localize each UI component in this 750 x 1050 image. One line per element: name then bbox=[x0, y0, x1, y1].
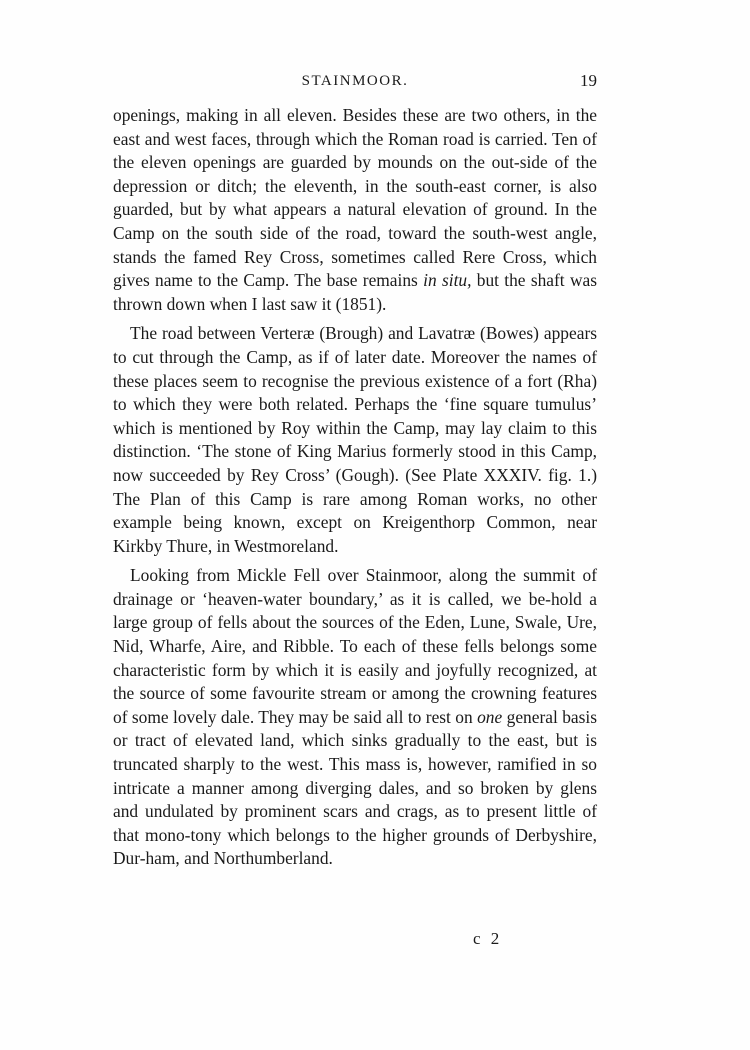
paragraph-1-text-b: but the shaft was thrown down when I last saw it (1851). bbox=[113, 270, 597, 314]
paragraph-3-text-b: general basis or tract of elevated land, which sinks gradually to the east, but is truncated sharply to the west. This mass is, however, ramified in so intricate a manner among diverging dales, and so broken by glens and undulated by prominent scars and crags, as to present little of that mono-tony which belongs to the higher grounds of Derbyshire, Dur-ham, and Northumberland. bbox=[113, 706, 597, 869]
running-head bbox=[113, 71, 597, 95]
paragraph-3-text-a: Looking from Mickle Fell over Stainmoor, along the summit of drainage or ‘heaven-water boundary,’ as it is called, we be-hold a large group of fells about the sources of the Eden, Lune, Swale, Ure, Nid, Wharfe, Aire, and Ribble. To each of these fells belongs some characteristic form by which it is easily and joyfully recognized, at the source of some favourite stream or among the crowning features of some lovely dale. They may be said all to rest on bbox=[113, 565, 597, 727]
paragraph-3-italic-one: one bbox=[477, 706, 503, 727]
paragraph-3 bbox=[113, 564, 597, 871]
running-title: STAINMOOR. bbox=[301, 73, 409, 89]
signature-mark: c 2 bbox=[473, 929, 503, 948]
body-text bbox=[113, 104, 597, 877]
paragraph-2: The road between Verteræ (Brough) and Lavatræ (Bowes) appears to cut through the Camp, as if of later date. Moreover the names of these places seem to recognise the previous existence of a fort (Rha) to which they were both related. Perhaps the ‘fine square tumulus’ which is mentioned by Roy within the Camp, may lay claim to this distinction. ‘The stone of King Marius formerly stood in this Camp, now succeeded by Rey Cross’ (Gough). (See Plate XXXIV. fig. 1.) The Plan of this Camp is rare among Roman works, no other example being known, except on Kreigenthorp Common, near Kirkby Thure, in Westmoreland. bbox=[113, 323, 597, 556]
paragraph-1-text-a: openings, making in all eleven. Besides these are two others, in the east and west faces, through which the Roman road is carried. Ten of the eleven openings are guarded by mounds on the out-side of the depression or ditch; the eleventh, in the south-east corner, is also guarded, but by what appears a natural elevation of ground. In the Camp on the south side of the road, toward the south-west angle, stands the famed Rey Cross, sometimes called Rere Cross, which gives name to the Camp. The base remains bbox=[113, 105, 597, 291]
paragraph-1-italic-in-situ: in situ, bbox=[423, 270, 472, 291]
page-number: 19 bbox=[580, 71, 597, 90]
paragraph-1 bbox=[113, 104, 597, 316]
